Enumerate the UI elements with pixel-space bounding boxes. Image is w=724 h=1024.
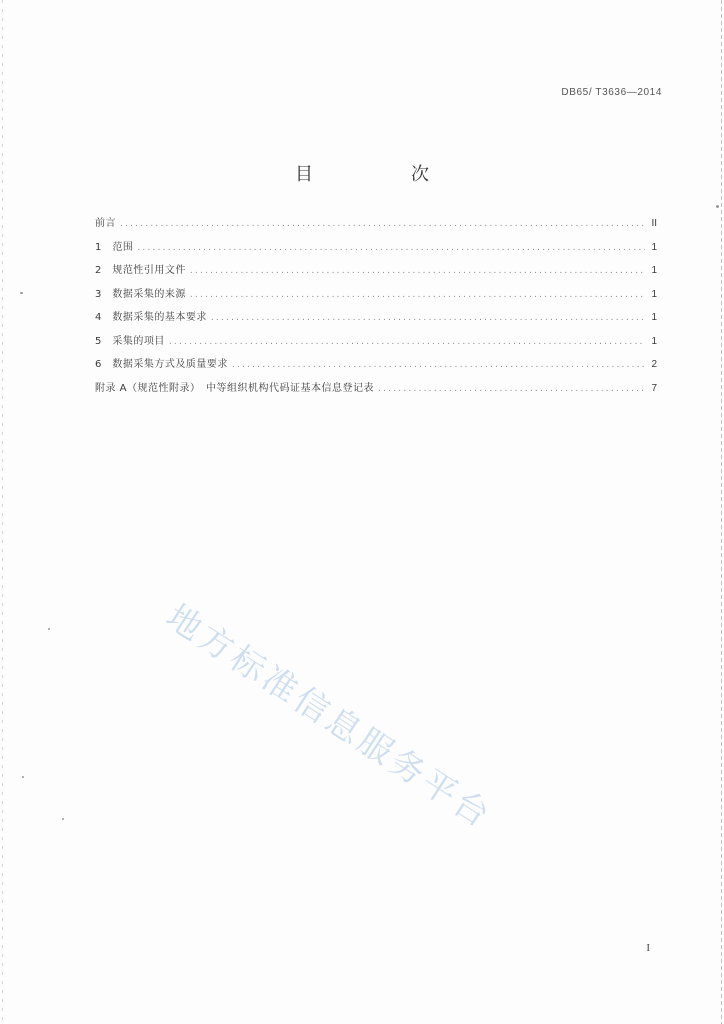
table-of-contents [95,214,657,402]
toc-entry-page: 1 [651,288,657,300]
watermark-text: 地方标准信息服务平台 [158,596,500,838]
toc-entry-data-sources[interactable] [95,285,657,309]
scan-edge-right [721,0,722,1024]
scan-speck [22,776,24,778]
toc-entry-page: II [651,218,657,229]
toc-entry-page: 2 [651,359,657,370]
toc-entry-label: 前言 [95,218,116,229]
toc-leader-dots [137,243,645,253]
toc-entry-foreword[interactable] [95,214,657,238]
toc-leader-dots [169,337,645,347]
toc-entry-label: 4 数据采集的基本要求 [95,312,207,323]
toc-entry-label: 6 数据采集方式及质量要求 [95,359,228,370]
toc-entry-normative-references[interactable] [95,261,657,285]
scan-speck [20,292,23,294]
toc-title: 目 次 [295,164,469,185]
toc-entry-label: 5 采集的项目 [95,335,165,347]
toc-entry-collection-items[interactable] [95,332,657,356]
toc-entry-label: 1 范围 [95,241,134,253]
toc-leader-dots [120,219,645,229]
toc-entry-page: 1 [651,241,657,253]
toc-entry-page: 7 [651,382,657,394]
toc-entry-label: 2 规范性引用文件 [95,265,186,276]
toc-entry-basic-requirements[interactable] [95,308,657,332]
toc-entry-page: 1 [651,312,657,323]
scan-speck [62,818,64,820]
scan-speck [716,205,719,208]
toc-entry-page: 1 [651,265,657,276]
toc-entry-scope[interactable] [95,238,657,262]
toc-entry-collection-methods[interactable] [95,355,657,379]
toc-leader-dots [190,290,645,300]
toc-leader-dots [232,360,645,370]
toc-entry-label: 附录 A（规范性附录） 中等组织机构代码证基本信息登记表 [95,382,375,394]
toc-leader-dots [190,266,645,276]
toc-entry-label: 3 数据采集的来源 [95,288,186,300]
toc-entry-appendix-a[interactable] [95,379,657,403]
scan-speck [48,628,50,630]
page-number: I [646,942,650,954]
scan-edge-left [2,0,3,1024]
toc-leader-dots [211,313,645,323]
toc-entry-page: 1 [651,335,657,347]
standard-code: DB65/ T3636—2014 [561,87,662,98]
toc-leader-dots [378,384,645,394]
